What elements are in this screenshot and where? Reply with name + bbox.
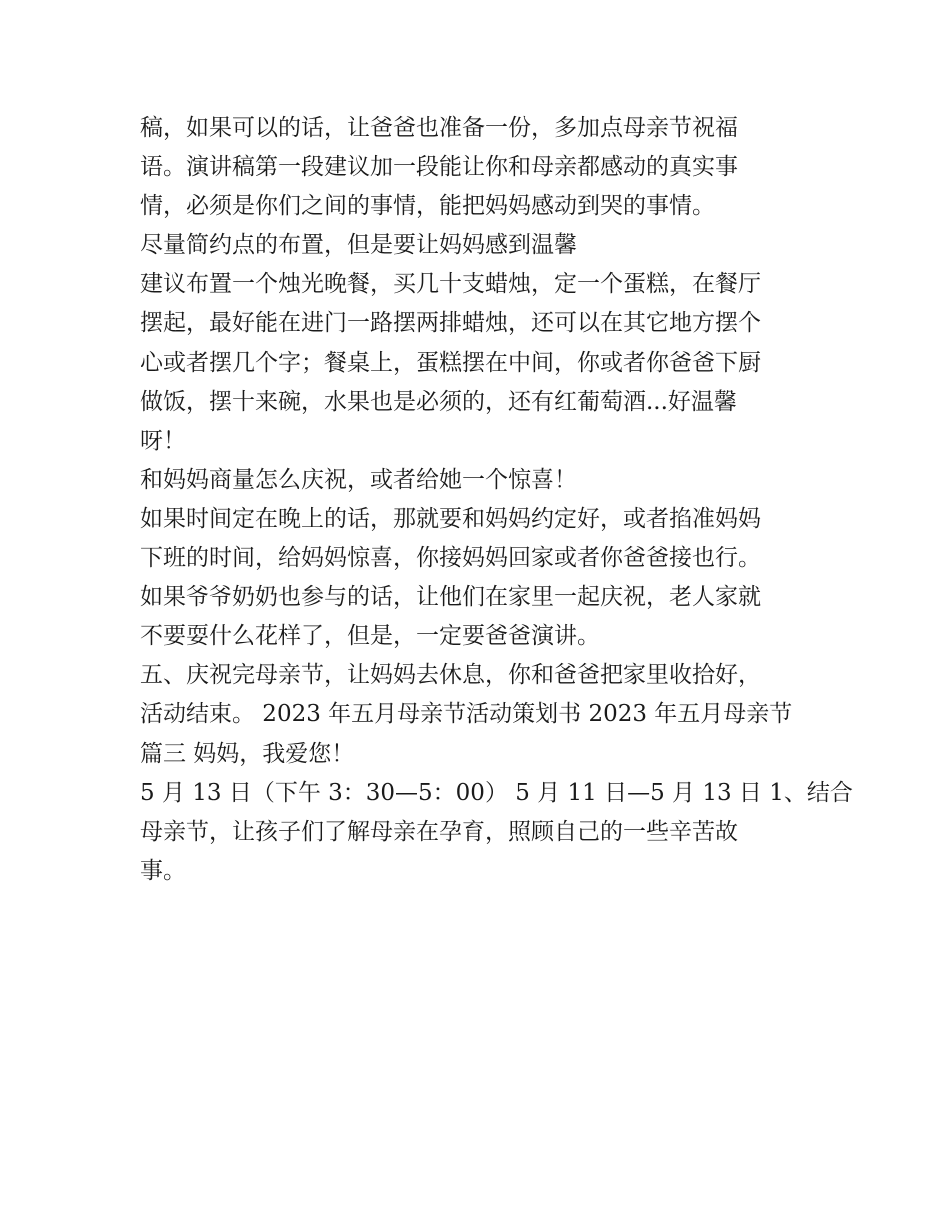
paragraph-evening-plan [140,500,820,656]
paragraph-schedule [140,774,853,891]
text-line: 下班的时间，给妈妈惊喜，你接妈妈回家或者你爸爸接也行。 [140,545,761,572]
text-line: 5 月 13 日（下午 3：30—5：00） 5 月 11 日—5 月 13 日 1、结合 [140,779,853,806]
text-line: 呀！ [140,427,186,454]
text-line: 稿，如果可以的话，让爸爸也准备一份，多加点母亲节祝福 [140,115,738,141]
text-line: 心或者摆几个字；餐桌上，蛋糕摆在中间，你或者你爸爸下厨 [140,349,761,376]
text-line: 语。演讲稿第一段建议加一段能让你和母亲都感动的真实事 [140,154,738,181]
paragraph-layout-heading [140,226,820,265]
text-line: 和妈妈商量怎么庆祝，或者给她一个惊喜！ [140,466,577,493]
paragraph-step-five [140,656,820,773]
text-line: 建议布置一个烛光晚餐，买几十支蜡烛，定一个蛋糕，在餐厅 [140,271,761,298]
text-line: 如果时间定在晚上的话，那就要和妈妈约定好，或者掐准妈妈 [140,505,761,532]
text-line: 篇三 妈妈，我爱您！ [140,740,355,767]
paragraph-speech-advice [140,109,820,226]
text-line: 摆起，最好能在进门一路摆两排蜡烛，还可以在其它地方摆个 [140,310,761,337]
text-line: 活动结束。 2023 年五月母亲节活动策划书 2023 年五月母亲节 [140,701,793,728]
text-line: 做饭，摆十来碗，水果也是必须的，还有红葡萄酒...好温馨 [140,388,737,415]
paragraph-surprise-heading [140,461,820,500]
text-line: 尽量简约点的布置，但是要让妈妈感到温馨 [140,232,577,259]
document-body [140,109,853,891]
text-line: 母亲节，让孩子们了解母亲在孕育，照顾自己的一些辛苦故 [140,818,738,845]
text-line: 五、庆祝完母亲节，让妈妈去休息，你和爸爸把家里收拾好， [140,662,761,689]
paragraph-candlelight-dinner [140,265,820,460]
text-line: 情，必须是你们之间的事情，能把妈妈感动到哭的事情。 [140,193,715,220]
text-line: 事。 [140,857,186,884]
text-line: 不要耍什么花样了，但是，一定要爸爸演讲。 [140,623,600,650]
text-line: 如果爷爷奶奶也参与的话，让他们在家里一起庆祝，老人家就 [140,584,761,611]
